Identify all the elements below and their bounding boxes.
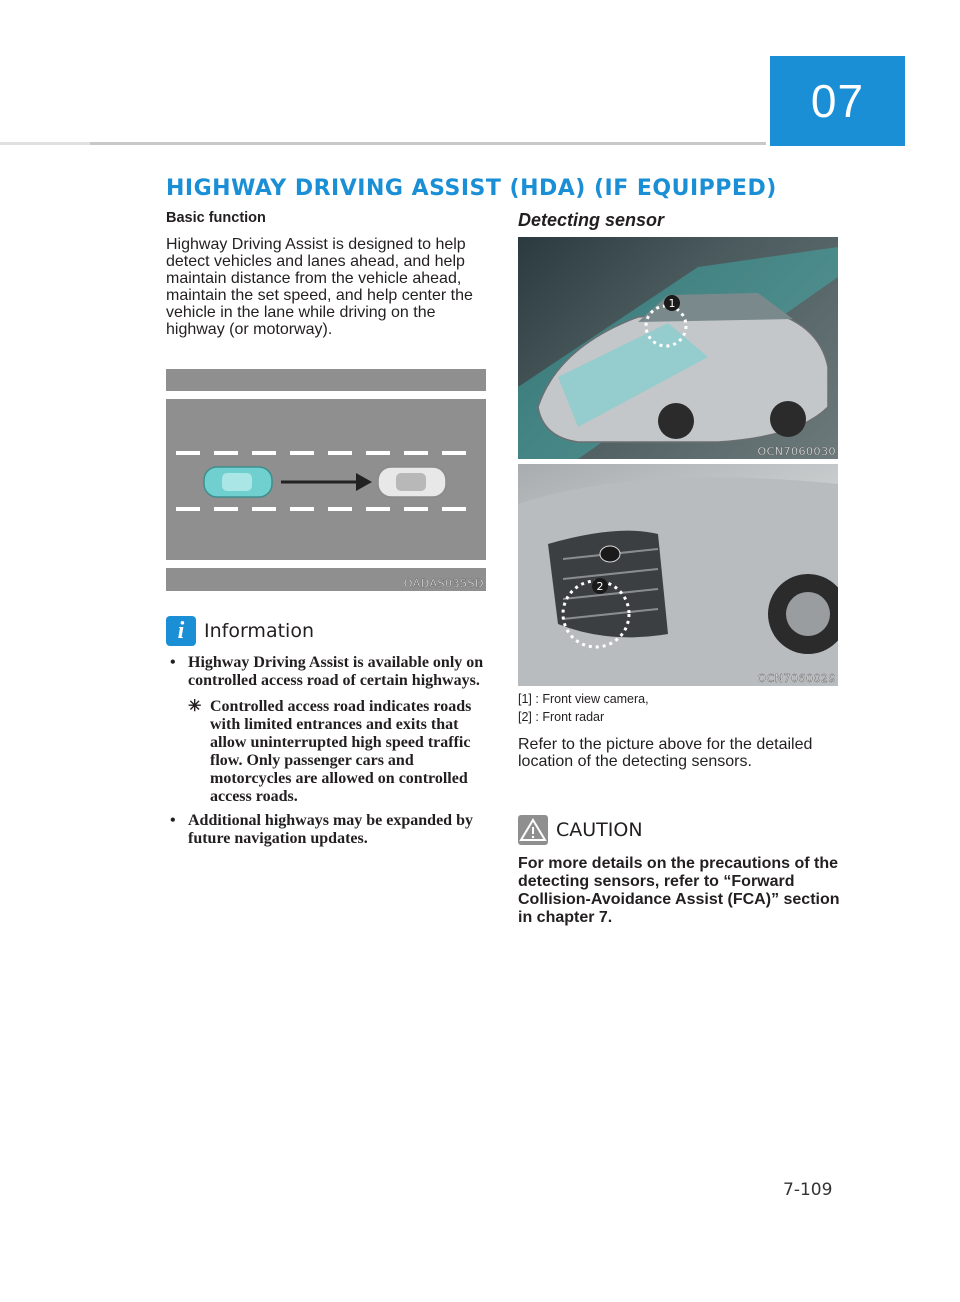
front-radar-photo xyxy=(518,464,838,686)
caution-title: CAUTION xyxy=(556,819,643,841)
information-note xyxy=(188,698,486,806)
camera-illustration xyxy=(518,237,838,459)
host-car-icon xyxy=(204,467,272,497)
chapter-tab: 07 xyxy=(770,56,905,146)
marker-2: 2 xyxy=(596,580,604,593)
detecting-sensor-heading: Detecting sensor xyxy=(518,210,665,230)
information-bullet xyxy=(166,654,486,806)
marker-1: 1 xyxy=(668,297,676,310)
basic-function-heading: Basic function xyxy=(166,210,266,226)
figure-code: OCN7060030 xyxy=(757,445,836,458)
caution-header xyxy=(518,815,843,845)
detecting-sensor-text: Refer to the picture above for the detailed location of the detecting sensors. xyxy=(518,736,813,770)
asterisk-icon: ✳ xyxy=(188,698,202,715)
information-note-text: Controlled access road indicates roads with limited entrances and exits that allow uninterrupted high speed traffic flow. Only passenger cars and motorcycles are allowed on controlled access roads. xyxy=(210,698,472,805)
radar-illustration xyxy=(518,464,838,686)
arrow-icon xyxy=(281,473,372,491)
information-list xyxy=(166,654,486,848)
info-icon: i xyxy=(166,616,196,646)
legend-camera: [1] : Front view camera, xyxy=(518,692,649,706)
sensor-legend xyxy=(518,690,818,770)
front-camera-photo xyxy=(518,237,838,459)
detecting-sensor-block xyxy=(518,208,840,231)
section-title: HIGHWAY DRIVING ASSIST (HDA) (IF EQUIPPED) xyxy=(166,176,777,201)
warning-icon xyxy=(518,815,548,845)
page-number: 7-109 xyxy=(783,1180,833,1200)
information-bullet xyxy=(166,812,486,848)
legend-radar: [2] : Front radar xyxy=(518,710,605,724)
information-bullet-text: Highway Driving Assist is available only on controlled access road of certain highways. xyxy=(188,654,484,689)
information-bullet-text: Additional highways may be expanded by future navigation updates. xyxy=(188,812,473,847)
information-title: Information xyxy=(204,620,314,642)
warning-triangle xyxy=(518,815,548,845)
caution-text: For more details on the precautions of the detecting sensors, refer to “Forward Collision-Avoidance Assist (FCA)” section in chapter 7. xyxy=(518,855,840,926)
information-header xyxy=(166,616,486,646)
basic-function-text: Highway Driving Assist is designed to help detect vehicles and lanes ahead, and help maintain distance from the vehicle ahead, maintain the set speed, and help center the vehicle in the lane while driving on the highway (or motorway). xyxy=(166,236,473,338)
header-rule xyxy=(0,142,766,145)
caution-box xyxy=(518,815,843,927)
information-box xyxy=(166,616,486,848)
lane-following-figure xyxy=(166,369,486,591)
figure-code: OCN7060029 xyxy=(757,672,836,685)
figure-code: OADAS035SD xyxy=(403,577,484,590)
lane-diagram xyxy=(166,369,486,591)
basic-function-block xyxy=(166,208,486,338)
lead-car-icon xyxy=(378,467,446,497)
